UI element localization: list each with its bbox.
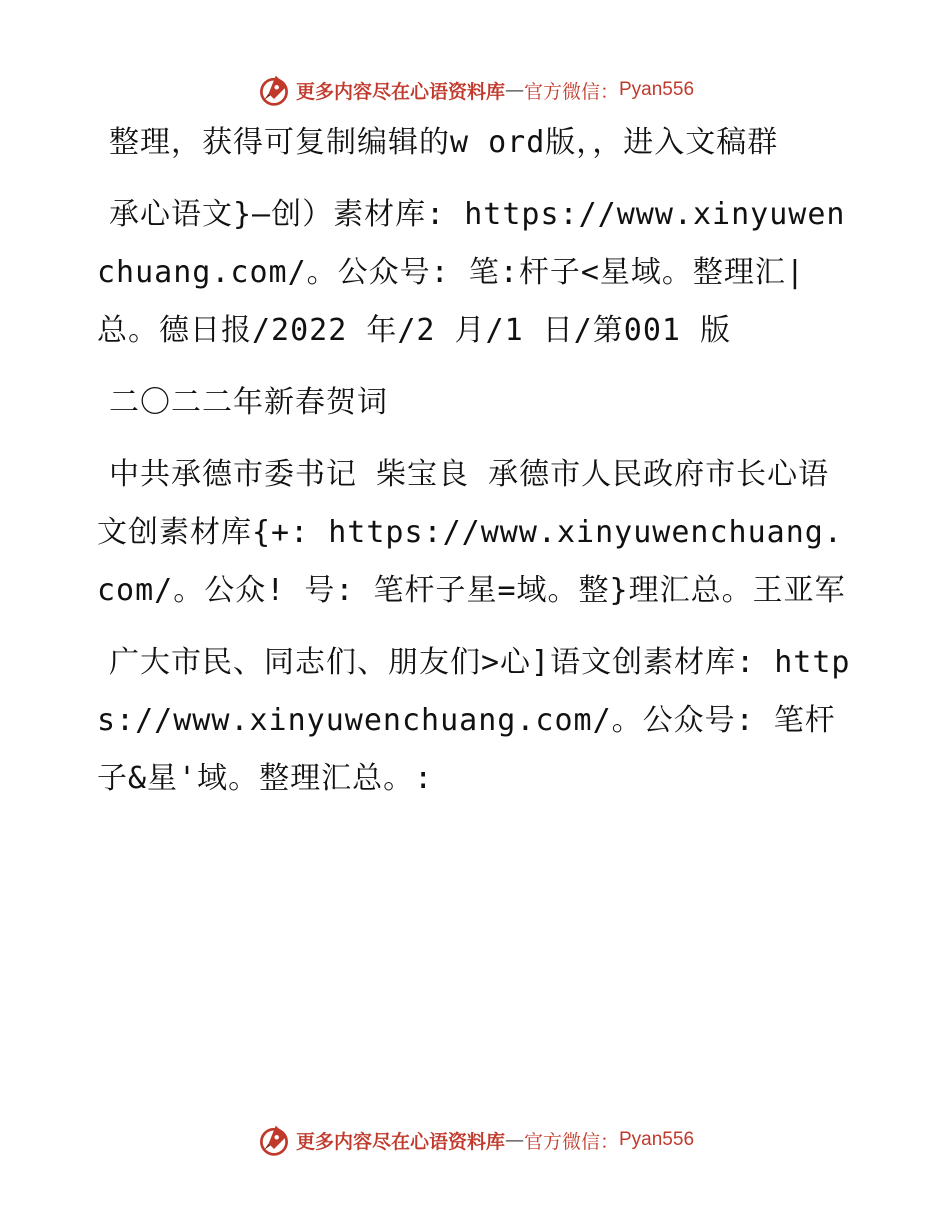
- banner-wechat-label: 官方微信：: [523, 1130, 619, 1153]
- banner-dash: —: [504, 1129, 524, 1151]
- header-banner: [0, 70, 950, 110]
- paragraph-title: 二〇二二年新春贺词: [109, 385, 388, 420]
- document-body: [97, 114, 857, 822]
- paragraph-intro: 整理，获得可复制编辑的w ord版，，进入文稿群: [109, 125, 779, 160]
- paragraph-authors: 中共承德市委书记 柴宝良 承德市人民政府市长心语文创素材库{+: https://www.xinyuwenchuang.com/。公众! 号: 笔杆子星=域。整}理汇总。王亚军: [97, 457, 846, 608]
- fountain-pen-logo-icon: [256, 1122, 292, 1158]
- banner-wechat-label: 官方微信：: [523, 80, 619, 103]
- banner-wechat-id: Pyan556: [619, 79, 695, 100]
- banner-wechat-id: Pyan556: [619, 1129, 695, 1150]
- banner-main-text: 更多内容尽在心语资料库: [295, 1130, 505, 1153]
- banner-dash: —: [504, 79, 524, 101]
- paragraph-greeting: 广大市民、同志们、朋友们>心]语文创素材库: https://www.xinyuwenchuang.com/。公众号: 笔杆子&星'域。整理汇总。:: [97, 645, 851, 796]
- paragraph-source: 承心语文}—创）素材库: https://www.xinyuwenchuang.com/。公众号: 笔:杆子<星域。整理汇|总。德日报/2022 年/2 月/1 日/第001 版: [97, 197, 846, 348]
- fountain-pen-logo-icon: [256, 72, 292, 108]
- footer-banner: [0, 1120, 950, 1160]
- banner-main-text: 更多内容尽在心语资料库: [295, 80, 505, 103]
